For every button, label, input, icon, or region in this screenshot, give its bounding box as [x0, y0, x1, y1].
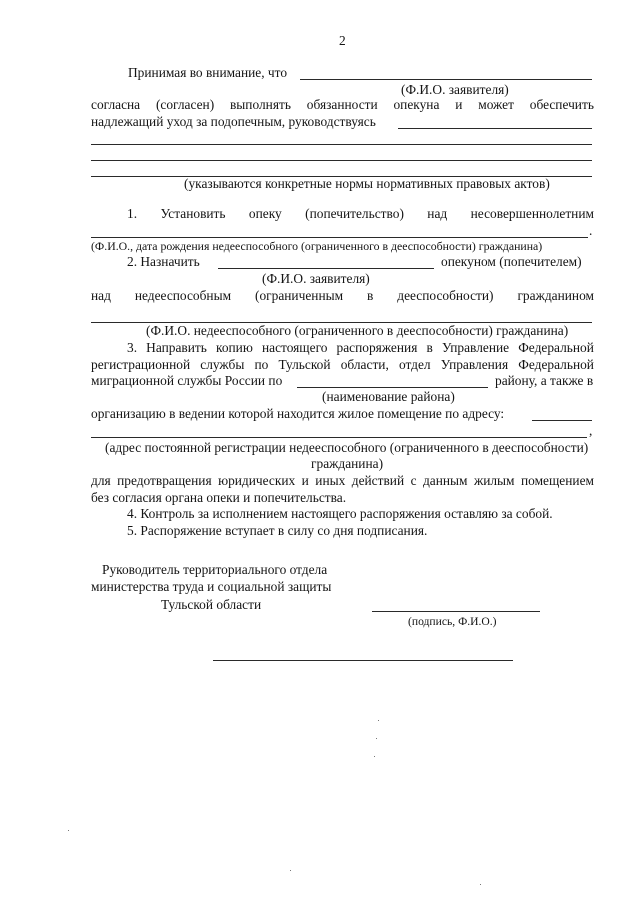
- item1-line1: [127, 206, 594, 222]
- item3-line7: без согласия органа опеки и попечительства.: [91, 490, 347, 505]
- word: над: [427, 206, 448, 221]
- word: может: [478, 97, 514, 112]
- word: 3.: [127, 340, 138, 355]
- scan-speck: [68, 830, 69, 831]
- word: Тульской: [278, 357, 331, 372]
- address-line-2: [91, 437, 587, 438]
- word: опеку: [248, 206, 282, 221]
- word: иных: [315, 473, 346, 488]
- word: действий: [351, 473, 405, 488]
- item3-line4: организацию в ведении которой находится жилое помещение по адресу:: [91, 406, 505, 421]
- signature-line3: Тульской области: [161, 597, 262, 612]
- word: копию: [216, 340, 253, 355]
- item3-line5-end: ,: [589, 423, 593, 438]
- word: в: [367, 288, 374, 303]
- caption-minor-text: (Ф.И.О., дата рождения недееспособного (ограниченного в дееспособности) гражданина): [91, 239, 543, 253]
- word: Установить: [160, 206, 226, 221]
- word: опекуна: [393, 97, 440, 112]
- signature-line1: Руководитель территориального отдела: [102, 562, 328, 577]
- scan-speck: [480, 884, 481, 885]
- word: помещением: [520, 473, 594, 488]
- word: (ограниченным: [254, 288, 344, 303]
- para1-line2: [91, 97, 594, 113]
- word: недееспособным: [134, 288, 232, 303]
- para1-line3: надлежащий уход за подопечным, руководствуясь: [91, 114, 376, 129]
- word: гражданином: [517, 288, 594, 303]
- word: несовершеннолетним: [470, 206, 594, 221]
- caption-address-2: гражданина): [311, 456, 384, 471]
- caption-minor: [91, 239, 594, 253]
- word: Управление: [441, 340, 510, 355]
- closing-separator: [213, 660, 513, 661]
- norms-line-1: [398, 128, 592, 129]
- caption-signature: (подпись, Ф.И.О.): [408, 615, 497, 628]
- item3-line3-lead: миграционной службы России по: [91, 373, 283, 388]
- item2-line2: [91, 288, 594, 304]
- word: Федеральной: [518, 357, 594, 372]
- item2-lead: 2. Назначить: [127, 254, 200, 269]
- item3-line6: [91, 473, 594, 489]
- word: 1.: [127, 206, 138, 221]
- word: Федеральной: [518, 340, 594, 355]
- item1-end-punct: .: [589, 223, 593, 238]
- word: регистрационной: [91, 357, 191, 372]
- scan-speck: [374, 756, 375, 757]
- word: для: [91, 473, 111, 488]
- word: с: [410, 473, 417, 488]
- norms-line-3: [91, 160, 592, 161]
- word: данным: [422, 473, 468, 488]
- signature-line: [372, 611, 540, 612]
- word: согласна: [91, 97, 141, 112]
- word: распоряжения: [336, 340, 418, 355]
- word: (согласен): [155, 97, 215, 112]
- word: области,: [340, 357, 389, 372]
- address-line-1: [532, 420, 592, 421]
- signature-line2: министерства труда и социальной защиты: [91, 579, 332, 594]
- word: по: [254, 357, 269, 372]
- scan-speck: [290, 870, 291, 871]
- district-line: [297, 387, 488, 388]
- word: отдел: [398, 357, 431, 372]
- word: над: [91, 288, 111, 303]
- para1-lead: Принимая во внимание, что: [128, 65, 288, 80]
- item4: 4. Контроль за исполнением настоящего распоряжения оставляю за собой.: [127, 506, 553, 521]
- word: Управления: [440, 357, 509, 372]
- word: предотвращения: [117, 473, 212, 488]
- word: обеспечить: [529, 97, 594, 112]
- word: обязанности: [306, 97, 378, 112]
- word: жилым: [473, 473, 515, 488]
- norms-line-2: [91, 144, 592, 145]
- caption-district: (наименование района): [322, 389, 455, 404]
- scan-speck: [378, 720, 379, 721]
- scan-speck: [376, 738, 377, 739]
- item3-line2: [91, 357, 594, 373]
- item3-line3-tail: району, а также в: [495, 373, 594, 388]
- word: Направить: [146, 340, 207, 355]
- word: юридических: [218, 473, 296, 488]
- page-number: 2: [339, 33, 346, 48]
- word: службы: [200, 357, 245, 372]
- caption-norms: (указываются конкретные нормы нормативных правовых актов): [184, 176, 550, 191]
- minor-name-line: [91, 237, 588, 238]
- word: и: [301, 473, 309, 488]
- caption-address-1: (адрес постоянной регистрации недееспособного (ограниченного в дееспособности): [105, 440, 589, 455]
- caption-applicant: (Ф.И.О. заявителя): [401, 82, 509, 97]
- item3-line1: [127, 340, 594, 356]
- word: (попечительство): [305, 206, 404, 221]
- applicant-name-line: [300, 79, 592, 80]
- word: настоящего: [261, 340, 328, 355]
- item5: 5. Распоряжение вступает в силу со дня подписания.: [127, 523, 428, 538]
- guardian-name-line: [218, 268, 434, 269]
- caption-applicant-2: (Ф.И.О. заявителя): [262, 271, 370, 286]
- word: выполнять: [229, 97, 291, 112]
- word: и: [455, 97, 463, 112]
- caption-ward: (Ф.И.О. недееспособного (ограниченного в дееспособности) гражданина): [146, 323, 569, 338]
- word: дееспособности): [397, 288, 494, 303]
- item2-tail: опекуном (попечителем): [441, 254, 582, 269]
- word: в: [426, 340, 433, 355]
